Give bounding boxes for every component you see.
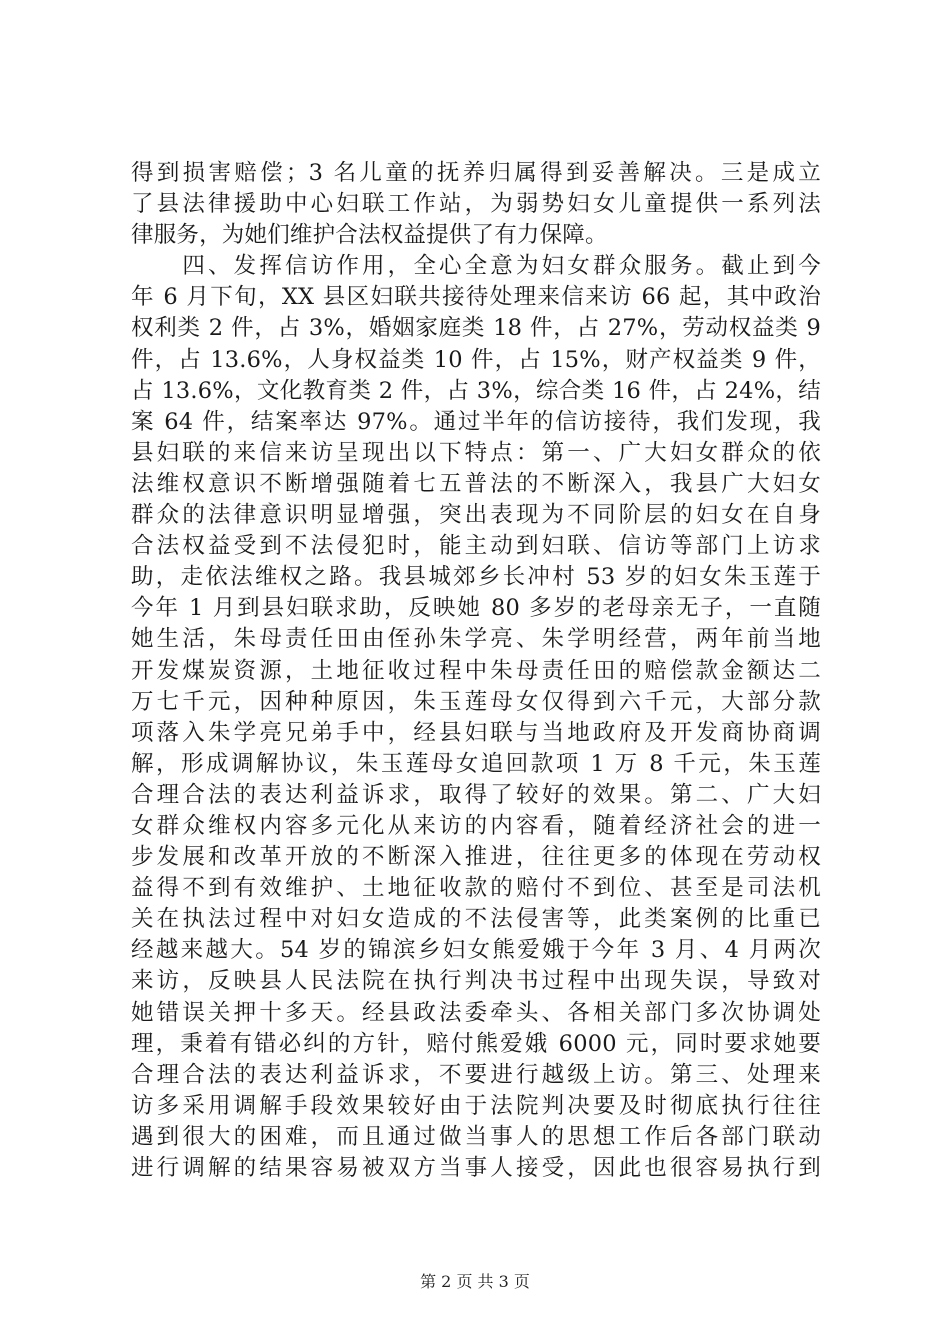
text-line: 群众的法律意识明显增强，突出表现为不同阶层的妇女在自身 [131, 502, 821, 529]
text-line: 县妇联的来信来访呈现出以下特点：第一、广大妇女群众的依 [131, 439, 821, 466]
text-line: 万七千元，因种种原因，朱玉莲母女仅得到六千元，大部分款 [131, 688, 821, 715]
text-line: 年 6 月下旬，XX 县区妇联共接待处理来信来访 66 起，其中政治 [131, 284, 821, 311]
text-line: 开发煤炭资源，土地征收过程中朱母责任田的赔偿款金额达二 [131, 657, 821, 684]
text-line: 访多采用调解手段效果较好由于法院判决要及时彻底执行往往 [131, 1092, 821, 1119]
text-line: 益得不到有效维护、土地征收款的赔付不到位、甚至是司法机 [131, 875, 821, 902]
text-line: 律服务，为她们维护合法权益提供了有力保障。 [131, 222, 608, 249]
text-line: 经越来越大。54 岁的锦滨乡妇女熊爱娥于今年 3 月、4 月两次 [131, 937, 821, 964]
text-line: 助，走依法维权之路。我县城郊乡长冲村 53 岁的妇女朱玉莲于 [131, 564, 821, 591]
text-line: 占 13.6%，文化教育类 2 件，占 3%，综合类 16 件，占 24%，结 [131, 377, 821, 404]
text-line: 合法权益受到不法侵犯时，能主动到妇联、信访等部门上访求 [131, 533, 821, 560]
text-line: 了县法律援助中心妇联工作站，为弱势妇女儿童提供一系列法 [131, 191, 821, 218]
text-line: 今年 1 月到县妇联求助，反映她 80 多岁的老母亲无子，一直随 [131, 595, 821, 622]
text-line: 项落入朱学亮兄弟手中，经县妇联与当地政府及开发商协商调 [131, 719, 821, 746]
text-line: 件，占 13.6%，人身权益类 10 件，占 15%，财产权益类 9 件， [131, 346, 821, 373]
text-line: 案 64 件，结案率达 97%。通过半年的信访接待，我们发现，我 [131, 408, 821, 435]
page-number-footer: 第 2 页 共 3 页 [420, 1272, 530, 1291]
text-line: 法维权意识不断增强随着七五普法的不断深入，我县广大妇女 [131, 470, 821, 497]
text-line: 得到损害赔偿；3 名儿童的抚养归属得到妥善解决。三是成立 [131, 160, 821, 186]
text-line: 来访，反映县人民法院在执行判决书过程中出现失误，导致对 [131, 968, 821, 995]
text-line: 她错误关押十多天。经县政法委牵头、各相关部门多次协调处 [131, 999, 821, 1026]
text-line: 遇到很大的困难，而且通过做当事人的思想工作后各部门联动 [131, 1123, 821, 1150]
text-line: 进行调解的结果容易被双方当事人接受，因此也很容易执行到 [131, 1155, 821, 1181]
text-line: 女群众维权内容多元化从来访的内容看，随着经济社会的进一 [131, 812, 821, 839]
text-line: 关在执法过程中对妇女造成的不法侵害等，此类案例的比重已 [131, 906, 821, 933]
text-line: 合理合法的表达利益诉求，不要进行越级上访。第三、处理来 [131, 1061, 821, 1088]
text-line: 解，形成调解协议，朱玉莲母女追回款项 1 万 8 千元，朱玉莲 [131, 750, 821, 777]
text-line: 合理合法的表达利益诉求，取得了较好的效果。第二、广大妇 [131, 781, 821, 808]
text-line: 步发展和改革开放的不断深入推进，往往更多的体现在劳动权 [131, 844, 821, 871]
text-line: 她生活，朱母责任田由侄孙朱学亮、朱学明经营，两年前当地 [131, 626, 821, 653]
text-line: 四、发挥信访作用，全心全意为妇女群众服务。截止到今 [131, 253, 821, 280]
text-line: 权利类 2 件，占 3%，婚姻家庭类 18 件，占 27%，劳动权益类 9 [131, 315, 821, 342]
document-body [131, 158, 821, 1184]
text-line: 理，秉着有错必纠的方针，赔付熊爱娥 6000 元，同时要求她要 [131, 1030, 821, 1057]
